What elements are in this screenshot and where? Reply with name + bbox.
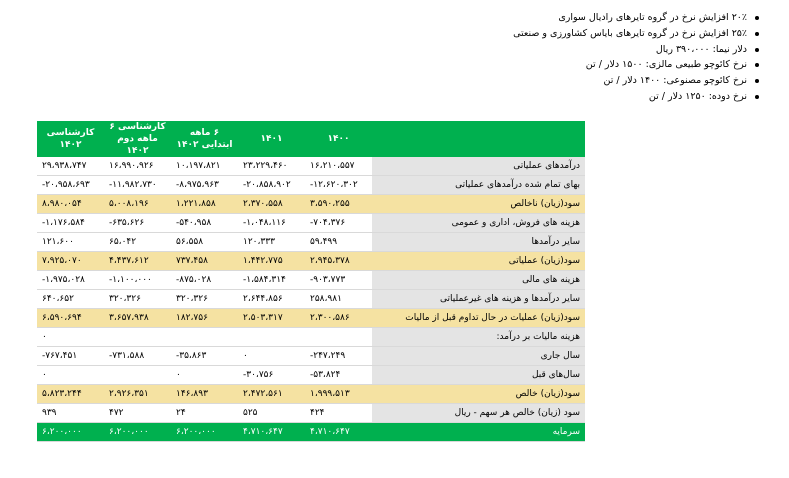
table-row: [37, 404, 585, 423]
table-row: [37, 195, 585, 214]
value-cell: -۱،۹۷۵،۰۲۸: [42, 275, 85, 285]
row-label: سال‌های قبل: [372, 366, 585, 385]
value-cell: ۱،۲۲۱،۸۵۸: [171, 195, 238, 214]
value-cell: [171, 328, 238, 347]
row-label: سرمایه: [372, 423, 585, 442]
header-cell: ۱۴۰۱: [238, 121, 305, 157]
assumption-item: ۲۰٪ افزایش نرخ در گروه تایرهای رادیال سواری: [431, 10, 761, 26]
value-cell: ۰: [42, 370, 47, 380]
value-cell: ۸،۹۸۰،۰۵۴: [37, 195, 104, 214]
row-label: سایر درآمدها: [372, 233, 585, 252]
value-cell: -۵۴۰،۹۵۸: [176, 218, 212, 228]
value-cell: ۴۷۲: [109, 408, 124, 418]
header-cell: کارشناسی ۱۴۰۲: [37, 121, 104, 157]
value-cell: -۶۳۵،۶۲۶: [109, 218, 145, 228]
table-row: [37, 271, 585, 290]
value-cell: ۲،۹۲۶،۳۵۱: [104, 385, 171, 404]
value-cell: [104, 366, 171, 385]
value-cell: -۱،۱۰۰،۰۰۰: [109, 275, 152, 285]
value-cell: -۸۷۵،۰۲۸: [176, 275, 212, 285]
value-cell: -۷۶۷،۴۵۱: [42, 351, 78, 361]
value-cell: ۱۶،۲۱۰،۵۵۷: [310, 161, 355, 171]
value-cell: ۰: [42, 332, 47, 342]
value-cell: -۲۰،۸۵۸،۹۰۲: [243, 180, 291, 190]
value-cell: -۱۱،۹۸۲،۷۳۰: [109, 180, 157, 190]
value-cell: -۱،۱۷۶،۵۸۴: [42, 218, 85, 228]
value-cell: ۴۲۴: [310, 408, 325, 418]
row-label: درآمدهای عملیاتی: [372, 157, 585, 176]
value-cell: ۱،۹۹۹،۵۱۳: [305, 385, 372, 404]
value-cell: [305, 328, 372, 347]
value-cell: ۱۴۶،۸۹۳: [171, 385, 238, 404]
row-label: سود(زیان) خالص: [372, 385, 585, 404]
value-cell: ۷،۹۲۵،۰۷۰: [37, 252, 104, 271]
value-cell: ۹۳۹: [42, 408, 57, 418]
value-cell: ۴،۴۳۷،۶۱۲: [104, 252, 171, 271]
value-cell: [238, 328, 305, 347]
value-cell: ۴،۷۱۰،۶۴۷: [305, 423, 372, 442]
value-cell: ۲۵۸،۹۸۱: [310, 294, 342, 304]
header-cell: کارشناسی ۶ ماهه دوم ۱۴۰۲: [104, 121, 171, 157]
value-cell: ۲۳،۲۲۹،۴۶۰: [243, 161, 288, 171]
value-cell: -۳۰،۷۵۶: [243, 370, 274, 380]
row-label: سود (زیان) خالص هر سهم - ریال: [372, 404, 585, 423]
value-cell: ۶،۲۰۰،۰۰۰: [37, 423, 104, 442]
value-cell: -۱۲،۶۲۰،۳۰۲: [310, 180, 358, 190]
value-cell: ۲،۴۷۲،۵۶۱: [238, 385, 305, 404]
row-label: سال جاری: [372, 347, 585, 366]
table-row: [37, 328, 585, 347]
value-cell: -۷۳۱،۵۸۸: [109, 351, 145, 361]
value-cell: ۵،۸۲۳،۲۴۴: [37, 385, 104, 404]
table-row: [37, 176, 585, 195]
table-row: [37, 290, 585, 309]
value-cell: ۲۹،۹۳۸،۷۴۷: [42, 161, 87, 171]
value-cell: ۰: [176, 370, 181, 380]
value-cell: ۱،۴۴۲،۷۷۵: [238, 252, 305, 271]
table-header-row: [37, 121, 585, 157]
value-cell: [104, 328, 171, 347]
value-cell: ۵۶،۵۵۸: [176, 237, 204, 247]
value-cell: ۶،۲۰۰،۰۰۰: [171, 423, 238, 442]
assumption-item: نرخ کائوچو طبیعی مالزی: ۱۵۰۰ دلار / تن: [431, 57, 761, 73]
row-label: سود(زیان) ناخالص: [372, 195, 585, 214]
assumption-item: دلار نیما: ۳۹۰،۰۰۰ ریال: [431, 42, 761, 58]
row-label: سود(زیان) عملیاتی: [372, 252, 585, 271]
assumption-item: نرخ دوده: ۱۲۵۰ دلار / تن: [431, 89, 761, 105]
table-row: [37, 309, 585, 328]
value-cell: ۰: [243, 351, 248, 361]
value-cell: -۲۰،۹۵۸،۶۹۳: [42, 180, 90, 190]
value-cell: ۲،۶۴۴،۸۵۶: [243, 294, 283, 304]
table-row: [37, 347, 585, 366]
value-cell: ۵۹،۴۹۹: [310, 237, 338, 247]
value-cell: ۵۲۵: [243, 408, 258, 418]
header-cell: ۶ ماهه ابتدایی ۱۴۰۲: [171, 121, 238, 157]
row-label: هزینه های مالی: [372, 271, 585, 290]
row-label: هزینه مالیات بر درآمد:: [372, 328, 585, 347]
value-cell: ۲،۳۰۰،۵۸۶: [305, 309, 372, 328]
value-cell: ۷۳۷،۴۵۸: [171, 252, 238, 271]
assumption-item: ۲۵٪ افزایش نرخ در گروه تایرهای بایاس کشاورزی و صنعتی: [431, 26, 761, 42]
value-cell: -۸،۹۷۵،۹۶۳: [176, 180, 219, 190]
table-row: [37, 385, 585, 404]
value-cell: -۳۵،۸۶۳: [176, 351, 207, 361]
value-cell: ۳۲۰،۳۲۶: [109, 294, 141, 304]
table-row: [37, 233, 585, 252]
income-statement-table: [37, 121, 585, 442]
value-cell: ۲،۹۴۵،۳۷۸: [305, 252, 372, 271]
value-cell: ۳،۵۹۰،۲۵۵: [305, 195, 372, 214]
header-blank-cell: [372, 121, 585, 157]
value-cell: -۹۰۳،۷۷۳: [310, 275, 346, 285]
row-label: سایر درآمدها و هزینه های غیرعملیاتی: [372, 290, 585, 309]
value-cell: ۱۲۰،۳۳۳: [243, 237, 275, 247]
value-cell: ۳،۶۵۷،۹۳۸: [104, 309, 171, 328]
value-cell: -۱،۵۸۴،۳۱۴: [243, 275, 286, 285]
value-cell: ۲،۵۰۳،۳۱۷: [238, 309, 305, 328]
value-cell: ۱۸۲،۷۵۶: [171, 309, 238, 328]
value-cell: ۴،۷۱۰،۶۴۷: [238, 423, 305, 442]
row-label: هزینه های فروش، اداری و عمومی: [372, 214, 585, 233]
header-cell: ۱۴۰۰: [305, 121, 372, 157]
table-row: [37, 423, 585, 442]
value-cell: -۷۰۴،۳۷۶: [310, 218, 346, 228]
value-cell: ۳۲۰،۳۲۶: [176, 294, 208, 304]
value-cell: ۵،۰۰۸،۱۹۶: [104, 195, 171, 214]
value-cell: ۱۶،۹۹۰،۹۲۶: [109, 161, 154, 171]
value-cell: ۱۲۱،۶۰۰: [42, 237, 74, 247]
row-label: بهای تمام شده درآمدهای عملیاتی: [372, 176, 585, 195]
value-cell: -۲۴۷،۲۴۹: [310, 351, 346, 361]
value-cell: -۵۳،۸۲۴: [310, 370, 341, 380]
value-cell: ۶،۵۹۰،۶۹۴: [37, 309, 104, 328]
assumption-item: نرخ کائوچو مصنوعی: ۱۴۰۰ دلار / تن: [431, 73, 761, 89]
row-label: سود(زیان) عملیات در حال تداوم قبل از مالیات: [372, 309, 585, 328]
table-row: [37, 252, 585, 271]
value-cell: -۱،۰۴۸،۱۱۶: [243, 218, 286, 228]
value-cell: ۲۴: [176, 408, 186, 418]
table-row: [37, 214, 585, 233]
table-row: [37, 366, 585, 385]
value-cell: ۶۵،۰۴۲: [109, 237, 137, 247]
value-cell: ۲،۳۷۰،۵۵۸: [238, 195, 305, 214]
value-cell: ۱۰،۱۹۷،۸۲۱: [176, 161, 221, 171]
assumptions-list: [431, 10, 761, 105]
table-row: [37, 157, 585, 176]
value-cell: ۶،۲۰۰،۰۰۰: [104, 423, 171, 442]
value-cell: ۶۴۰،۶۵۲: [42, 294, 74, 304]
